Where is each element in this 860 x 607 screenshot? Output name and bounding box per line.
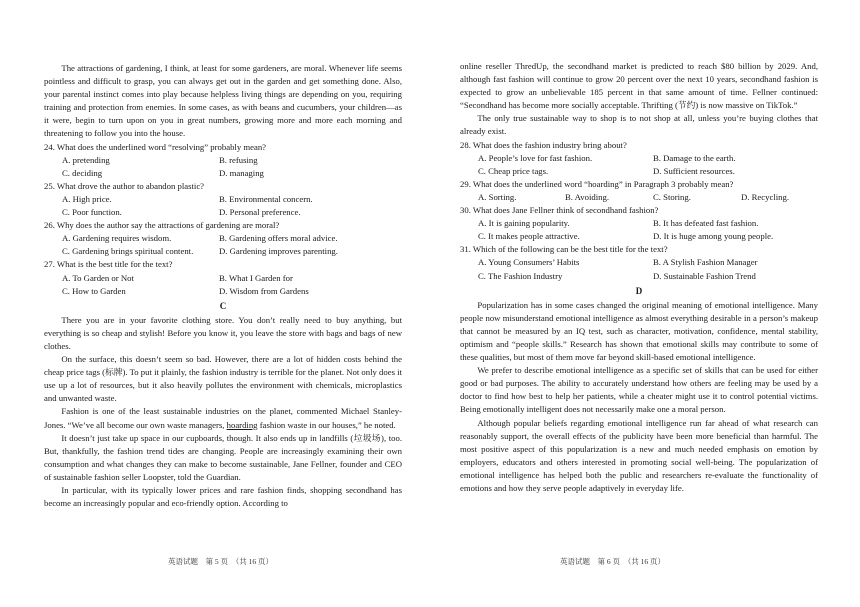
passage-c-paragraph-4: It doesn’t just take up space in our cupboards, though. It also ends up in landfills (垃圾场), too. But, thankfully, the fashion trend tides are changing. People are increasingly examining their own consumption and what changes they can make to become sustainable, Jane Fellner, founder and CEO of sustainable fashion seller Loopster, told the Guardian. xyxy=(44,432,402,482)
passage-d-paragraph-2: We prefer to describe emotional intelligence as a specific set of skills that can be used for either good or bad purposes. The ability to accurately understand how others are feeling may be used by a doctor to find how best to help her patients, while a cheater might use it to control potential victims. Being emotionally intelligent does not necessarily make one a moral person. xyxy=(460,365,818,415)
option-d: D. Wisdom from Gardens xyxy=(219,285,309,296)
option-b: B. Environmental concern. xyxy=(219,193,313,204)
question-stem: 26. Why does the author say the attractions of gardening are moral? xyxy=(44,220,280,231)
passage-d-paragraph-3: Although popular beliefs regarding emotional intelligence run far ahead of what research can reasonably support, the overall effects of the publicity have been more beneficial than harmful. The most positive aspect of this popularization is a new and much needed emphasis on emotion by employers, educators and others interested in promoting social well-being. The popularization of emotional intelligence has helped both the public and researchers re-evaluate the functionality of emotions and how they serve people adaptively in everyday life. xyxy=(460,417,818,493)
option-c: C. Poor function. xyxy=(62,207,122,218)
question-stem: 27. What is the best title for the text? xyxy=(44,259,173,270)
option-a: A. Gardening requires wisdom. xyxy=(62,233,172,244)
page-footer-right: 英语试题 第 6 页 （共 16 页） xyxy=(560,557,665,566)
option-b: B. Damage to the earth. xyxy=(653,152,736,163)
passage-b-last-paragraph: The attractions of gardening, I think, at least for some gardeners, are moral. Whenever life seems pointless and difficult to grasp, you can always get out in the garden and get something done. Also, your parental instinct comes into play because helpless living things are depending on you, requiring training and protection from enemies. In some cases, as with beans and cucumbers, your children—as it were, begin to turn upon on you in great numbers, growing more and more each morning and threatening to follow you into the house. xyxy=(44,63,402,139)
question-stem: 25. What drove the author to abandon plastic? xyxy=(44,180,205,191)
option-a: A. Sorting. xyxy=(478,191,517,202)
question-30 xyxy=(460,204,818,243)
option-a: A. To Garden or Not xyxy=(62,272,134,283)
passage-c-paragraph-3 xyxy=(44,405,402,431)
question-31 xyxy=(460,243,818,282)
question-29 xyxy=(460,178,818,204)
question-24 xyxy=(44,141,402,180)
option-d: D. managing xyxy=(219,167,264,178)
option-c: C. deciding xyxy=(62,167,103,178)
text-run: fashion waste in our houses,” he noted. xyxy=(257,419,396,430)
left-column xyxy=(44,62,402,510)
option-b: B. refusing xyxy=(219,154,258,165)
right-column xyxy=(460,60,818,495)
question-stem: 31. Which of the following can be the best title for the text? xyxy=(460,244,668,255)
passage-c-paragraph-5-cont: online reseller ThredUp, the secondhand market is predicted to reach $80 billion by 2029. And, although fast fashion will continue to grow 20 percent over the next 10 years, secondhand fashion is expected to grow an unbelievable 185 percent in that same amount of time. Fellner continued: “Secondhand has become more socially acceptable. Thrifting (节约) is now massive on TikTok.” xyxy=(460,61,818,111)
section-heading-c: C xyxy=(219,300,227,311)
option-a: A. pretending xyxy=(62,154,110,165)
option-a: A. It is gaining popularity. xyxy=(478,218,570,229)
option-b: B. Avoiding. xyxy=(565,191,610,202)
question-stem: 28. What does the fashion industry bring about? xyxy=(460,139,627,150)
option-b: B. What I Garden for xyxy=(219,272,293,283)
passage-c-paragraph-2: On the surface, this doesn’t seem so bad. However, there are a lot of hidden costs behind the cheap price tags (标牌). To put it plainly, the fashion industry is terrible for the planet. Not only does it use up a lot of resources, but it also heavily pollutes the environment with chemicals, microplastics and unwanted waste. xyxy=(44,354,402,404)
passage-c-paragraph-6: The only true sustainable way to shop is to not shop at all, unless you’re buying clothes that already exist. xyxy=(460,113,818,137)
option-a: A. People’s love for fast fashion. xyxy=(478,152,593,163)
option-d: D. Recycling. xyxy=(741,191,790,202)
option-d: D. Gardening improves parenting. xyxy=(219,246,338,257)
underlined-word: hoarding xyxy=(226,419,258,430)
page-footer-left: 英语试题 第 5 页 （共 16 页） xyxy=(168,557,273,566)
option-c: C. How to Garden xyxy=(62,285,126,296)
passage-d-paragraph-1: Popularization has in some cases changed the original meaning of emotional intelligence. Many people now misunderstand emotional intelligence as almost everything desirable in a person’s makeup that cannot be measured by an IQ test, such as character, motivation, confidence, mental stability, optimism and “people skills.” Research has shown that emotional skills may contribute to some of these qualities, but most of them move far beyond skill-based emotional intelligence. xyxy=(460,299,818,363)
option-c: C. Cheap price tags. xyxy=(478,165,549,176)
question-25 xyxy=(44,180,402,219)
question-stem: 24. What does the underlined word “resolving” probably mean? xyxy=(44,141,267,152)
passage-c-paragraph-1: There you are in your favorite clothing store. You don’t really need to buy anything, but everything is so cheap and stylish! Before you know it, you leave the store with bags and bags of new clothes. xyxy=(44,314,402,351)
option-b: B. Gardening offers moral advice. xyxy=(219,233,338,244)
option-c: C. The Fashion Industry xyxy=(478,270,563,281)
option-a: A. Young Consumers’ Habits xyxy=(478,257,580,268)
question-stem: 30. What does Jane Fellner think of secondhand fashion? xyxy=(460,205,659,216)
option-d: D. Sustainable Fashion Trend xyxy=(653,270,756,281)
passage-c-paragraph-5: In particular, with its typically lower prices and rare fashion finds, shopping secondhand has become an increasingly popular and eco-friendly option. According to xyxy=(44,485,402,509)
question-26 xyxy=(44,219,402,258)
option-d: D. Sufficient resources. xyxy=(653,165,735,176)
section-heading-d: D xyxy=(635,285,643,296)
option-d: D. Personal preference. xyxy=(219,207,301,218)
question-28 xyxy=(460,139,818,178)
text-run: Fashion is one of the least sustainable industries on the planet, commented Michael Stanley-Jones. “We’ve all become our own waste managers, xyxy=(44,406,402,430)
option-b: B. It has defeated fast fashion. xyxy=(653,218,759,229)
question-stem: 29. What does the underlined word “hoarding” in Paragraph 3 probably mean? xyxy=(460,178,734,189)
option-c: C. Storing. xyxy=(653,191,691,202)
question-27 xyxy=(44,258,402,297)
option-a: A. High price. xyxy=(62,193,112,204)
option-b: B. A Stylish Fashion Manager xyxy=(653,257,758,268)
option-c: C. Gardening brings spiritual content. xyxy=(62,246,194,257)
option-c: C. It makes people attractive. xyxy=(478,231,580,242)
option-d: D. It is huge among young people. xyxy=(653,231,774,242)
